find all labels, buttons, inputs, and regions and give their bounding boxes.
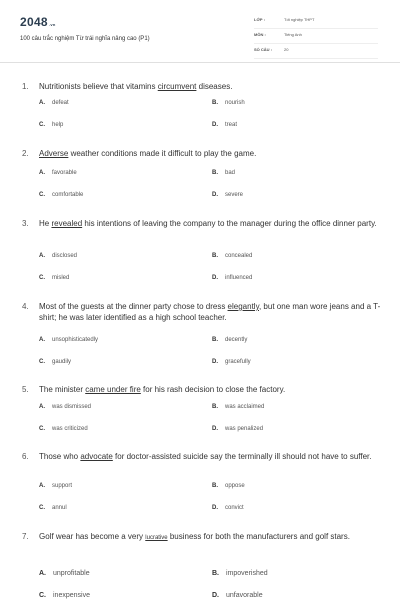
option-c[interactable] [39,122,63,128]
option-a[interactable] [39,404,91,410]
question-6 [22,451,382,511]
option-letter: A. [39,404,45,410]
option-b[interactable] [212,483,245,489]
option-c[interactable] [39,505,67,511]
question-number: 5. [22,385,29,394]
question-stem [22,301,382,323]
option-text: impoverished [226,570,268,577]
stem-text: diseases. [196,82,233,91]
stem-text: for doctor-assisted suicide say the terminally ill should not have to suffer. [112,452,372,461]
option-letter: C. [39,275,45,281]
option-text: was dismissed [52,404,92,410]
option-d[interactable] [212,592,263,599]
option-letter: B. [212,570,219,577]
stem-text: Most of the guests at the dinner party chose to dress [39,302,228,311]
meta-row-count [254,44,378,59]
option-text: convict [225,505,244,511]
option-letter: C. [39,122,45,128]
stem-text: Nutritionists believe that vitamins [39,82,158,91]
stem-text: business for both the manufacturers and golf stars. [167,532,350,541]
option-text: support [52,483,73,489]
option-d[interactable] [212,275,252,281]
stem-text: his intentions of leaving the company to the manager during the office dinner party. [82,219,377,228]
question-stem [22,531,382,544]
option-text: gracefully [225,359,251,365]
question-number: 2. [22,149,29,158]
option-text: gaudily [52,359,72,365]
question-number: 4. [22,302,29,311]
option-text: inexpensive [53,592,90,599]
option-letter: A. [39,100,45,106]
meta-value: 20 [284,47,289,52]
option-d[interactable] [212,192,243,198]
meta-value: Tiếng Anh [284,32,302,37]
option-letter: B. [212,253,218,259]
underlined-word: revealed [51,219,83,228]
stem-text: weather conditions made it difficult to play the game. [68,149,257,158]
option-letter: B. [212,170,218,176]
option-text: treat [225,122,238,128]
option-letter: B. [212,337,218,343]
option-letter: B. [212,100,218,106]
worksheet-header [0,0,400,63]
stem-text: Golf wear has become a very [39,532,146,541]
option-text: defeat [52,100,69,106]
option-letter: A. [39,170,45,176]
option-a[interactable] [39,570,90,577]
question-1 [22,81,382,128]
meta-label: MÔN : [254,32,266,37]
meta-row-subject [254,29,378,44]
option-letter: A. [39,253,45,259]
option-text: nourish [225,100,245,106]
option-letter: C. [39,192,45,198]
option-text: misled [52,275,70,281]
question-7 [22,531,382,599]
question-stem [22,451,382,462]
option-text: comfortable [52,192,84,198]
option-text: decently [225,337,248,343]
worksheet-title: 100 câu trắc nghiệm Từ trái nghĩa nâng cao (P1) [20,36,150,42]
option-text: disclosed [52,253,78,259]
option-c[interactable] [39,275,69,281]
worksheet-meta [254,14,378,59]
meta-row-class [254,14,378,29]
option-letter: D. [212,359,218,365]
question-5 [22,384,382,432]
option-letter: C. [39,505,45,511]
option-letter: D. [212,192,218,198]
option-text: unprofitable [53,570,90,577]
option-a[interactable] [39,483,72,489]
option-letter: A. [39,337,45,343]
option-letter: D. [212,122,218,128]
logo-suffix: .vn [48,22,56,27]
option-a[interactable] [39,100,69,106]
option-text: was criticized [52,426,88,432]
option-d[interactable] [212,359,251,365]
question-stem [22,218,382,229]
option-text: annul [52,505,67,511]
option-letter: B. [212,483,218,489]
option-c[interactable] [39,192,83,198]
option-b[interactable] [212,570,268,577]
option-letter: C. [39,359,45,365]
option-text: oppose [225,483,245,489]
question-2 [22,148,382,198]
option-letter: C. [39,592,46,599]
underlined-word: Adverse [39,149,69,158]
underlined-word: lucrative [145,535,168,541]
option-text: was acclaimed [225,404,265,410]
option-text: was penalized [225,426,264,432]
option-d[interactable] [212,426,263,432]
logo-main: 2048 [20,15,48,29]
question-number: 7. [22,532,29,541]
meta-label: SỐ CÂU : [254,47,272,52]
option-text: help [52,122,64,128]
option-letter: A. [39,483,45,489]
option-text: favorable [52,170,77,176]
option-d[interactable] [212,122,237,128]
option-a[interactable] [39,337,98,343]
option-a[interactable] [39,253,77,259]
question-number: 6. [22,452,29,461]
underlined-word: advocate [80,452,113,461]
option-c[interactable] [39,359,71,365]
option-text: bad [225,170,236,176]
question-stem [22,384,382,395]
question-3 [22,218,382,281]
question-stem [22,148,382,159]
option-letter: D. [212,592,219,599]
option-a[interactable] [39,170,77,176]
meta-label: LỚP : [254,17,265,22]
stem-text: The minister [39,385,86,394]
question-stem [22,81,382,92]
option-d[interactable] [212,505,244,511]
stem-text: Those who [39,452,81,461]
option-b[interactable] [212,253,252,259]
option-text: severe [225,192,244,198]
stem-text: , but one man wore jeans and a T-shirt; he was later identified as a high school teacher. [39,302,381,322]
question-4 [22,301,382,365]
underlined-word: came under fire [85,385,141,394]
option-letter: D. [212,426,218,432]
option-c[interactable] [39,426,88,432]
option-b[interactable] [212,404,264,410]
question-number: 3. [22,219,29,228]
option-letter: D. [212,505,218,511]
option-c[interactable] [39,592,90,599]
option-text: influenced [225,275,253,281]
underlined-word: circumvent [157,82,197,91]
stem-text: for his rash decision to close the factory. [140,385,286,394]
option-text: unfavorable [226,592,263,599]
option-text: concealed [225,253,253,259]
option-text: unsophisticatedly [52,337,99,343]
option-letter: D. [212,275,218,281]
option-b[interactable] [212,100,245,106]
option-letter: B. [212,404,218,410]
question-number: 1. [22,82,29,91]
stem-text: He [39,219,52,228]
option-letter: C. [39,426,45,432]
site-logo[interactable] [20,15,56,29]
option-b[interactable] [212,170,235,176]
option-letter: A. [39,570,46,577]
meta-value: Tốt nghiệp THPT [284,17,315,22]
option-b[interactable] [212,337,247,343]
underlined-word: elegantly [227,302,259,311]
